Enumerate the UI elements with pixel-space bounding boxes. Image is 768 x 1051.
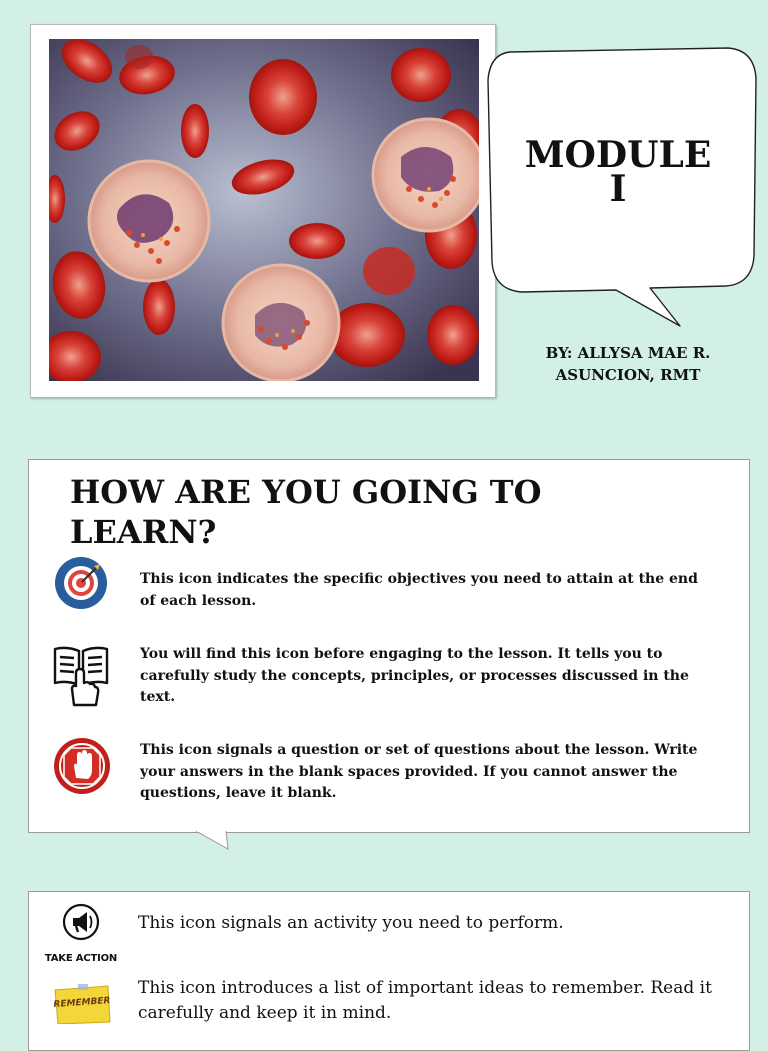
learn-heading bbox=[70, 472, 710, 552]
remember-label: REMEMBER bbox=[53, 996, 111, 1010]
module-title bbox=[500, 134, 736, 210]
open-book-hand-icon bbox=[52, 645, 110, 707]
module-title-line2: I bbox=[609, 168, 627, 210]
author-line2: ASUNCION, RMT bbox=[555, 366, 701, 384]
hero-photo-frame bbox=[30, 24, 496, 398]
author-credit bbox=[520, 342, 736, 386]
learn-heading-line2: LEARN? bbox=[70, 513, 217, 551]
learn-card-tail bbox=[196, 829, 236, 851]
blood-cells-image bbox=[49, 39, 479, 381]
target-icon bbox=[54, 556, 108, 610]
activity-item-2-text: This icon introduces a list of important ideas to remember. Read it carefully and keep it in mind. bbox=[138, 978, 712, 1023]
activity-item-1-text: This icon signals an activity you need to perform. bbox=[138, 913, 564, 933]
learn-item-1-text: This icon indicates the specific objectives you need to attain at the end of each lesson. bbox=[140, 571, 698, 609]
stop-hand-icon bbox=[52, 736, 112, 796]
author-line1: BY: ALLYSA MAE R. bbox=[545, 344, 711, 362]
learn-item-3-text: This icon signals a question or set of questions about the lesson. Write your answers in the blank spaces provided. If you cannot answer the questions, leave it blank. bbox=[140, 742, 698, 801]
learn-heading-line1: HOW ARE YOU GOING TO bbox=[70, 473, 542, 511]
megaphone-icon bbox=[62, 898, 102, 950]
learn-item-2-text: You will find this icon before engaging to the lesson. It tells you to carefully study the concepts, principles, or processes discussed in the text. bbox=[140, 646, 689, 705]
module-title-line1: MODULE bbox=[524, 134, 712, 176]
take-action-label: TAKE ACTION bbox=[44, 953, 118, 964]
